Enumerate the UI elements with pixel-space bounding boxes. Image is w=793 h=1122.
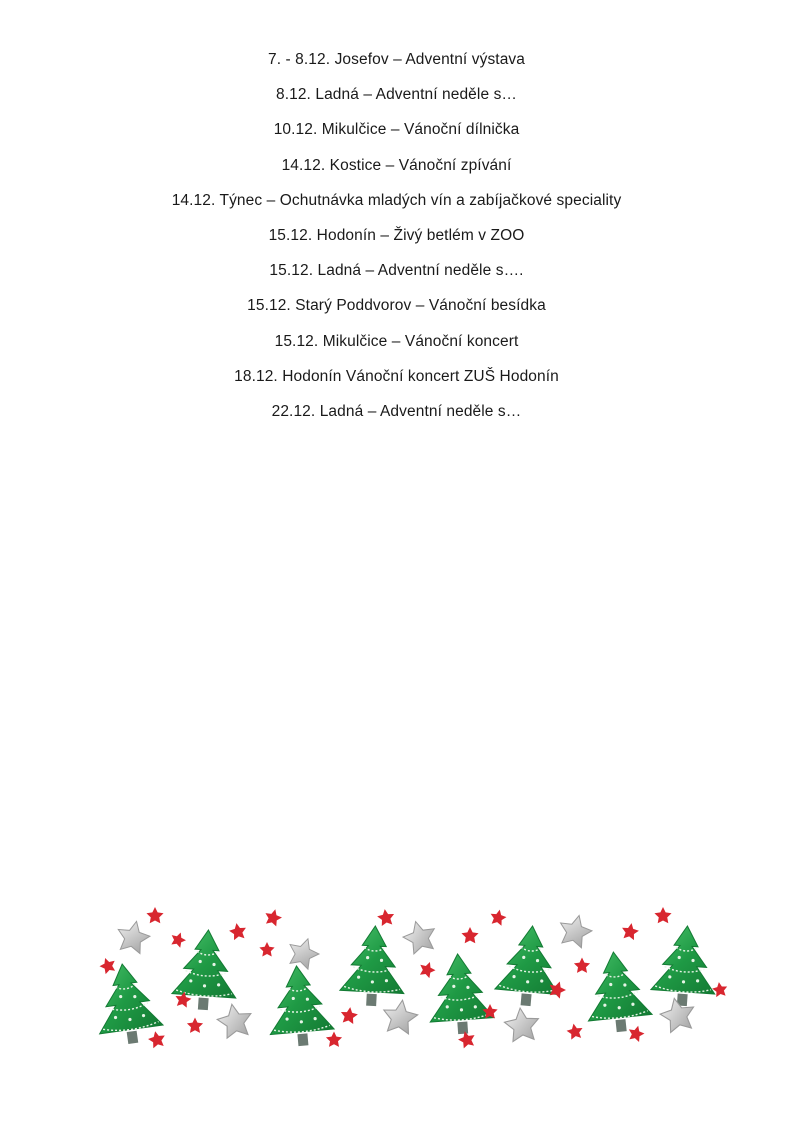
event-item: 10.12. Mikulčice – Vánoční dílnička: [273, 121, 520, 139]
red-star-icon: [326, 1032, 342, 1047]
tree-icon: [650, 924, 719, 1008]
red-star-icon: [169, 930, 188, 949]
red-star-icon: [489, 908, 508, 926]
red-star-icon: [574, 958, 590, 973]
event-item: 14.12. Kostice – Vánoční zpívání: [281, 156, 512, 174]
red-star-icon: [711, 981, 728, 997]
red-star-icon: [263, 907, 284, 927]
red-star-icon: [146, 907, 163, 923]
event-item: 15.12. Starý Poddvorov – Vánoční besídka: [247, 297, 546, 315]
event-item: 15.12. Ladná – Adventní neděle s….: [269, 262, 524, 280]
red-star-icon: [187, 1018, 203, 1033]
event-item: 18.12. Hodonín Vánoční koncert ZUŠ Hodonín: [234, 367, 559, 385]
tree-icon: [339, 924, 407, 1007]
red-star-icon: [259, 942, 274, 956]
silver-star-icon: [503, 1006, 540, 1042]
red-star-icon: [340, 1006, 359, 1025]
silver-star-icon: [114, 918, 152, 955]
red-star-icon: [98, 955, 118, 975]
event-item: 14.12. Týnec – Ochutnávka mladých vín a zabíjačkové speciality: [171, 191, 622, 209]
red-star-icon: [147, 1029, 167, 1048]
event-item: 15.12. Hodonín – Živý betlém v ZOO: [268, 226, 525, 244]
red-star-icon: [228, 922, 248, 941]
tree-icon: [582, 949, 654, 1035]
red-star-icon: [461, 927, 478, 943]
tree-icon: [265, 963, 336, 1048]
red-star-icon: [626, 1024, 646, 1043]
red-star-icon: [376, 908, 395, 927]
event-list: [0, 48, 793, 435]
red-star-icon: [620, 922, 640, 941]
event-item: 8.12. Ladná – Adventní neděle s…: [275, 86, 518, 104]
event-item: 22.12. Ladná – Adventní neděle s…: [271, 402, 522, 420]
silver-star-icon: [215, 1001, 254, 1039]
red-star-icon: [566, 1022, 585, 1040]
red-star-icon: [417, 959, 437, 979]
tree-icon: [494, 923, 565, 1008]
silver-star-icon: [381, 998, 419, 1035]
event-item: 7. - 8.12. Josefov – Adventní výstava: [267, 51, 525, 68]
red-star-icon: [654, 907, 671, 923]
silver-star-icon: [400, 917, 439, 955]
silver-star-icon: [556, 912, 595, 950]
tree-icon: [426, 952, 495, 1036]
event-item: 15.12. Mikulčice – Vánoční koncert: [274, 332, 519, 350]
silver-star-icon: [285, 934, 323, 971]
tree-icon: [90, 960, 165, 1048]
christmas-decoration-border: [60, 840, 740, 1080]
